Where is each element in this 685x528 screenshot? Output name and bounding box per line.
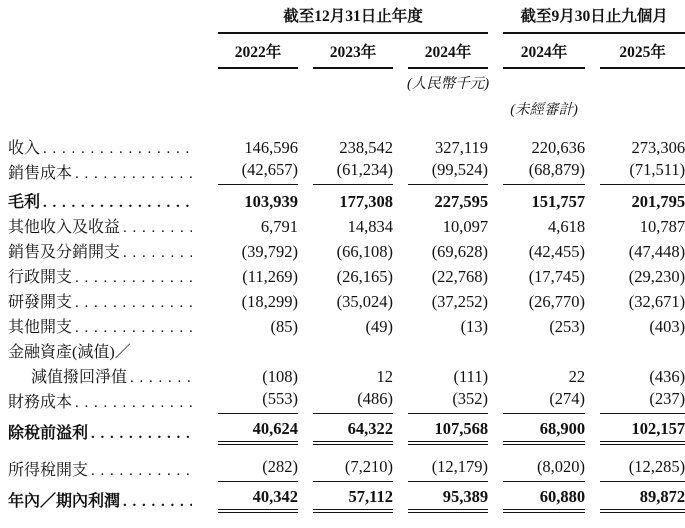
row-label [0, 481, 218, 512]
cell-value: (85) [270, 317, 298, 336]
column-gap [585, 388, 600, 413]
row-label-text: 收入 [8, 140, 41, 157]
currency-note-cell [408, 68, 488, 95]
cell-value [218, 338, 298, 363]
column-gap [585, 33, 600, 68]
dot-leader [123, 244, 192, 262]
row-label-text: 金融資產(減值)／ [8, 344, 131, 361]
dot-leader [75, 394, 192, 412]
empty-cell [0, 33, 218, 68]
table-header [0, 0, 685, 134]
column-gap [298, 338, 313, 363]
column-gap [488, 388, 503, 413]
cell-value: 146,596 [244, 138, 298, 157]
cell-value: (35,024) [336, 292, 393, 311]
cell-value: 89,872 [600, 481, 685, 512]
cell-value: 57,112 [313, 481, 393, 512]
dot-leader [123, 493, 192, 511]
column-gap [393, 288, 408, 313]
table-row [0, 288, 685, 313]
year-column-header: 2024年 [408, 33, 488, 68]
column-gap [585, 184, 600, 213]
table-row [0, 313, 685, 338]
cell-value [313, 338, 393, 363]
cell-value: 10,787 [639, 217, 685, 236]
table-row [0, 263, 685, 288]
column-gap [488, 338, 503, 363]
dot-leader [91, 425, 192, 443]
cell-value: (42,455) [528, 242, 586, 261]
row-label-text: 年內／期內利潤 [8, 493, 121, 510]
table-body [0, 134, 685, 512]
column-gap [585, 363, 600, 388]
column-gap [488, 134, 503, 159]
row-label [0, 388, 218, 413]
dot-leader [75, 319, 192, 337]
column-gap [585, 338, 600, 363]
cell-value: (47,448) [628, 242, 685, 261]
column-gap [393, 213, 408, 238]
cell-value: 95,389 [408, 481, 488, 512]
table-row [0, 363, 685, 388]
column-gap [488, 288, 503, 313]
currency-note-row [0, 68, 685, 95]
column-gap [393, 444, 408, 481]
dot-leader [130, 369, 192, 387]
column-gap [298, 33, 313, 68]
column-gap [393, 33, 408, 68]
column-gap [393, 313, 408, 338]
column-gap [393, 388, 408, 413]
cell-value: (12,285) [600, 444, 685, 481]
row-label [0, 213, 218, 238]
column-gap [585, 238, 600, 263]
row-label [0, 134, 218, 159]
column-gap [298, 413, 313, 444]
dot-leader [75, 294, 192, 312]
cell-value: (18,299) [241, 292, 298, 311]
table-row [0, 481, 685, 512]
cell-value: (352) [408, 388, 488, 413]
column-gap [488, 159, 503, 184]
row-label [0, 238, 218, 263]
column-gap [488, 363, 503, 388]
cell-value: (253) [549, 317, 586, 336]
column-gap [488, 413, 503, 444]
cell-value: 22 [568, 367, 586, 386]
year-column-header: 2022年 [218, 33, 298, 68]
cell-value: (11,269) [242, 267, 298, 286]
column-gap [585, 213, 600, 238]
column-gap [393, 338, 408, 363]
column-gap [488, 33, 503, 68]
cell-value: (111) [453, 367, 489, 386]
cell-value: 40,342 [218, 481, 298, 512]
cell-value: (99,524) [408, 159, 488, 184]
cell-value: (26,770) [528, 292, 586, 311]
column-gap [393, 363, 408, 388]
empty-cell [585, 95, 685, 121]
cell-value: (69,628) [431, 242, 489, 261]
cell-value: 68,900 [503, 413, 585, 444]
cell-value: 151,757 [531, 192, 586, 211]
table-row [0, 338, 685, 363]
column-gap [585, 313, 600, 338]
column-gap [298, 159, 313, 184]
cell-value [503, 338, 585, 363]
cell-value: (71,511) [600, 159, 685, 184]
row-label-text: 銷售及分銷開支 [8, 244, 121, 261]
cell-value: (29,230) [628, 267, 685, 286]
column-gap [298, 288, 313, 313]
row-label [0, 444, 218, 481]
year-header-row [0, 33, 685, 68]
table-row [0, 413, 685, 444]
column-gap [585, 134, 600, 159]
cell-value: (37,252) [431, 292, 489, 311]
column-gap [298, 263, 313, 288]
cell-value: 201,795 [631, 192, 685, 211]
column-gap [585, 263, 600, 288]
row-label-text: 除稅前溢利 [8, 425, 89, 442]
cell-value: (68,879) [503, 159, 585, 184]
cell-value: (8,020) [503, 444, 585, 481]
cell-value: (12,179) [408, 444, 488, 481]
cell-value: (42,657) [218, 159, 298, 184]
row-label-text: 行政開支 [8, 269, 73, 286]
cell-value: (436) [649, 367, 685, 386]
cell-value: (108) [262, 367, 298, 386]
column-gap [298, 134, 313, 159]
cell-value: 107,568 [408, 413, 488, 444]
cell-value: (7,210) [313, 444, 393, 481]
cell-value: 4,618 [547, 217, 586, 236]
empty-cell [488, 68, 685, 95]
column-gap [488, 313, 503, 338]
table-row [0, 159, 685, 184]
dot-leader [123, 219, 192, 237]
cell-value: 273,306 [631, 138, 685, 157]
column-gap [585, 159, 600, 184]
column-gap [585, 444, 600, 481]
cell-value: 14,834 [347, 217, 393, 236]
currency-note: (人民幣千元) [406, 76, 490, 92]
column-gap [393, 413, 408, 444]
row-label-text: 減值撥回淨值 [31, 369, 128, 386]
column-gap [488, 238, 503, 263]
dot-leader [91, 462, 192, 480]
column-gap [393, 481, 408, 512]
column-gap [585, 481, 600, 512]
column-gap [393, 134, 408, 159]
cell-value: (237) [600, 388, 685, 413]
cell-value: (486) [313, 388, 393, 413]
cell-value: 177,308 [339, 192, 393, 211]
empty-cell [0, 68, 408, 95]
row-label [0, 288, 218, 313]
cell-value: (49) [365, 317, 393, 336]
row-label-text: 研發開支 [8, 294, 73, 311]
cell-value: (26,165) [336, 267, 393, 286]
cell-value: (13) [460, 317, 489, 336]
cell-value: 227,595 [434, 192, 489, 211]
unaudited-note-cell [503, 95, 585, 121]
table-row [0, 184, 685, 213]
column-gap [298, 363, 313, 388]
cell-value: 64,322 [313, 413, 393, 444]
column-gap [488, 263, 503, 288]
column-gap [298, 313, 313, 338]
column-gap [585, 288, 600, 313]
cell-value: (17,745) [528, 267, 586, 286]
row-label-text: 其他開支 [8, 319, 73, 336]
column-gap [393, 184, 408, 213]
row-label-text: 所得稅開支 [8, 462, 89, 479]
year-column-header: 2025年 [600, 33, 685, 68]
column-gap [298, 481, 313, 512]
cell-value: 10,097 [442, 217, 489, 236]
column-gap [488, 213, 503, 238]
period-group-annual: 截至12月31日止年度 [218, 0, 488, 33]
column-gap [298, 213, 313, 238]
cell-value: (553) [218, 388, 298, 413]
column-gap [488, 184, 503, 213]
table-row [0, 238, 685, 263]
row-label [0, 413, 218, 444]
cell-value: 102,157 [600, 413, 685, 444]
row-label-text: 財務成本 [8, 394, 73, 411]
column-gap [393, 263, 408, 288]
header-spacer [0, 121, 685, 134]
cell-value: (32,671) [628, 292, 685, 311]
row-label [0, 184, 218, 213]
column-gap [298, 388, 313, 413]
row-label [0, 363, 218, 388]
unaudited-note-row [0, 95, 685, 121]
cell-value: 60,880 [503, 481, 585, 512]
column-gap [585, 413, 600, 444]
table-row [0, 388, 685, 413]
unaudited-note: (未經審計) [510, 102, 578, 118]
column-gap [488, 0, 503, 33]
table-row [0, 213, 685, 238]
row-label [0, 338, 218, 363]
cell-value: (274) [503, 388, 585, 413]
column-gap [298, 184, 313, 213]
cell-value: 6,791 [260, 217, 298, 236]
table-row [0, 444, 685, 481]
empty-cell [0, 0, 218, 33]
period-group-nine-months: 截至9月30日止九個月 [503, 0, 685, 33]
year-column-header: 2024年 [503, 33, 585, 68]
cell-value: 12 [376, 367, 393, 386]
cell-value [408, 338, 488, 363]
cell-value [600, 338, 685, 363]
dot-leader [43, 140, 192, 158]
row-label-text: 其他收入及收益 [8, 219, 121, 236]
cell-value: (66,108) [336, 242, 393, 261]
cell-value: (39,792) [241, 242, 298, 261]
column-gap [488, 444, 503, 481]
cell-value: 238,542 [339, 138, 393, 157]
table-row [0, 134, 685, 159]
row-label-text: 銷售成本 [8, 165, 73, 182]
cell-value: 327,119 [435, 138, 489, 157]
row-label [0, 313, 218, 338]
column-gap [488, 481, 503, 512]
cell-value: 220,636 [531, 138, 586, 157]
row-label [0, 159, 218, 184]
empty-cell [0, 95, 503, 121]
column-gap [298, 238, 313, 263]
column-gap [393, 159, 408, 184]
year-column-header: 2023年 [313, 33, 393, 68]
cell-value: (282) [218, 444, 298, 481]
cell-value: (403) [649, 317, 685, 336]
column-gap [298, 444, 313, 481]
cell-value: 103,939 [244, 192, 298, 211]
row-label [0, 263, 218, 288]
cell-value: (22,768) [431, 267, 489, 286]
period-group-row [0, 0, 685, 33]
row-label-text: 毛利 [8, 194, 41, 211]
column-gap [393, 238, 408, 263]
dot-leader [75, 165, 192, 183]
cell-value: (61,234) [313, 159, 393, 184]
dot-leader [75, 269, 192, 287]
dot-leader [43, 194, 192, 212]
cell-value: 40,624 [218, 413, 298, 444]
